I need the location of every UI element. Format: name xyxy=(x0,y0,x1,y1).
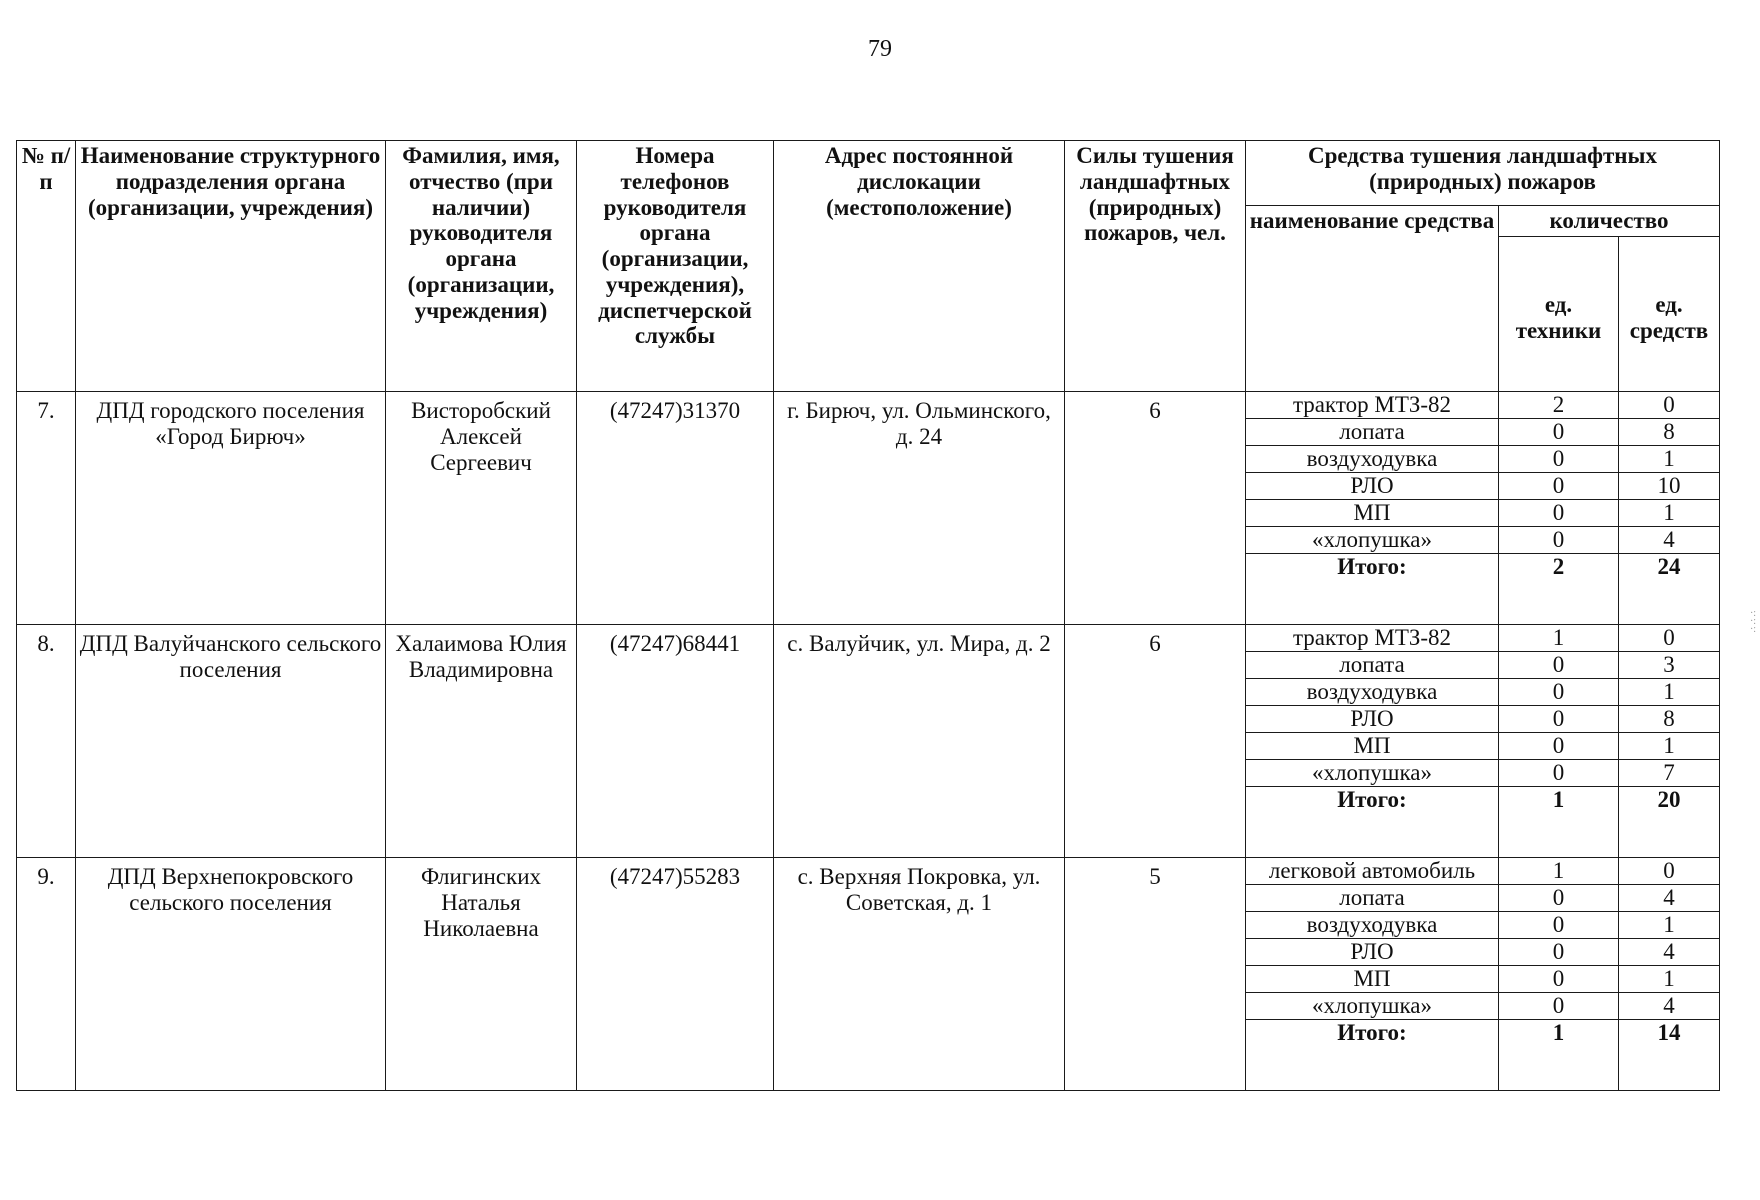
item-qty-means: 4 xyxy=(1619,993,1720,1020)
item-qty-tech: 0 xyxy=(1499,500,1619,527)
item-name: МП xyxy=(1246,966,1499,993)
table-body xyxy=(17,392,1720,1091)
item-name: РЛО xyxy=(1246,473,1499,500)
item-name: воздуходувка xyxy=(1246,679,1499,706)
item-qty-tech: 0 xyxy=(1499,993,1619,1020)
row-address: г. Бирюч, ул. Ольминского, д. 24 xyxy=(774,392,1065,625)
item-qty-tech: 0 xyxy=(1499,652,1619,679)
row-head-name: Висторобский Алексей Сергеевич xyxy=(386,392,577,625)
item-qty-means: 0 xyxy=(1619,625,1720,652)
row-num: 7. xyxy=(17,392,76,625)
header-address: Адрес постоянной дислокации (местоположение) xyxy=(774,141,1065,392)
fire-means-table xyxy=(16,140,1720,1091)
header-unit-name: Наименование структурного подразделения органа (организации, учреждения) xyxy=(76,141,386,392)
item-qty-tech: 0 xyxy=(1499,939,1619,966)
row-head-name: Халаимова Юлия Владимировна xyxy=(386,625,577,858)
total-qty-tech: 1 xyxy=(1499,1020,1619,1091)
item-qty-tech: 0 xyxy=(1499,760,1619,787)
item-qty-means: 4 xyxy=(1619,939,1720,966)
row-address: с. Верхняя Покровка, ул. Советская, д. 1 xyxy=(774,858,1065,1091)
item-name: лопата xyxy=(1246,652,1499,679)
total-qty-tech: 1 xyxy=(1499,787,1619,858)
item-qty-means: 4 xyxy=(1619,527,1720,554)
header-qty-means: ед. средств xyxy=(1619,237,1720,392)
row-unit-name: ДПД Верхнепокровского сельского поселения xyxy=(76,858,386,1091)
row-forces: 6 xyxy=(1065,392,1246,625)
item-name: легковой автомобиль xyxy=(1246,858,1499,885)
item-name: трактор МТЗ-82 xyxy=(1246,392,1499,419)
item-name: трактор МТЗ-82 xyxy=(1246,625,1499,652)
table-row xyxy=(17,625,1720,652)
item-qty-means: 1 xyxy=(1619,966,1720,993)
row-address: с. Валуйчик, ул. Мира, д. 2 xyxy=(774,625,1065,858)
header-forces: Силы тушения ландшафтных (природных) пожаров, чел. xyxy=(1065,141,1246,392)
item-qty-means: 1 xyxy=(1619,912,1720,939)
row-unit-name: ДПД Валуйчанского сельского поселения xyxy=(76,625,386,858)
row-forces: 5 xyxy=(1065,858,1246,1091)
item-qty-means: 7 xyxy=(1619,760,1720,787)
item-qty-means: 0 xyxy=(1619,858,1720,885)
item-qty-tech: 2 xyxy=(1499,392,1619,419)
item-name: лопата xyxy=(1246,885,1499,912)
scan-mark: ·: ·: ·: xyxy=(1749,608,1757,635)
header-head-name: Фамилия, имя, отчество (при наличии) руководителя органа (организации, учреждения) xyxy=(386,141,577,392)
item-name: воздуходувка xyxy=(1246,912,1499,939)
header-num: № п/п xyxy=(17,141,76,392)
item-name: «хлопушка» xyxy=(1246,993,1499,1020)
total-qty-means: 24 xyxy=(1619,554,1720,625)
row-num: 8. xyxy=(17,625,76,858)
item-qty-tech: 0 xyxy=(1499,706,1619,733)
item-qty-tech: 0 xyxy=(1499,419,1619,446)
row-forces: 6 xyxy=(1065,625,1246,858)
item-qty-tech: 0 xyxy=(1499,473,1619,500)
row-phone: (47247)31370 xyxy=(577,392,774,625)
page-number: 79 xyxy=(868,36,892,62)
item-name: МП xyxy=(1246,733,1499,760)
item-qty-means: 8 xyxy=(1619,706,1720,733)
item-qty-means: 1 xyxy=(1619,446,1720,473)
item-qty-tech: 0 xyxy=(1499,966,1619,993)
row-num: 9. xyxy=(17,858,76,1091)
item-name: МП xyxy=(1246,500,1499,527)
item-qty-tech: 0 xyxy=(1499,446,1619,473)
item-qty-means: 8 xyxy=(1619,419,1720,446)
item-qty-tech: 0 xyxy=(1499,679,1619,706)
item-qty-means: 1 xyxy=(1619,733,1720,760)
total-label: Итого: xyxy=(1246,554,1499,625)
item-qty-means: 10 xyxy=(1619,473,1720,500)
item-qty-tech: 0 xyxy=(1499,733,1619,760)
item-name: РЛО xyxy=(1246,939,1499,966)
item-qty-tech: 1 xyxy=(1499,625,1619,652)
header-qty-tech: ед. техники xyxy=(1499,237,1619,392)
header-quantity: количество xyxy=(1499,206,1720,237)
item-qty-means: 1 xyxy=(1619,500,1720,527)
item-name: «хлопушка» xyxy=(1246,527,1499,554)
header-phones: Номера телефонов руководителя органа (организации, учреждения), диспетчерской службы xyxy=(577,141,774,392)
item-name: лопата xyxy=(1246,419,1499,446)
table-row xyxy=(17,392,1720,419)
item-qty-tech: 0 xyxy=(1499,885,1619,912)
item-qty-means: 0 xyxy=(1619,392,1720,419)
total-label: Итого: xyxy=(1246,1020,1499,1091)
table-row xyxy=(17,858,1720,885)
row-unit-name: ДПД городского поселения «Город Бирюч» xyxy=(76,392,386,625)
total-qty-means: 20 xyxy=(1619,787,1720,858)
item-qty-tech: 0 xyxy=(1499,527,1619,554)
total-qty-means: 14 xyxy=(1619,1020,1720,1091)
item-qty-means: 1 xyxy=(1619,679,1720,706)
item-qty-tech: 1 xyxy=(1499,858,1619,885)
total-label: Итого: xyxy=(1246,787,1499,858)
item-name: РЛО xyxy=(1246,706,1499,733)
total-qty-tech: 2 xyxy=(1499,554,1619,625)
row-head-name: Флигинских Наталья Николаевна xyxy=(386,858,577,1091)
item-qty-means: 4 xyxy=(1619,885,1720,912)
item-qty-tech: 0 xyxy=(1499,912,1619,939)
table-header xyxy=(17,141,1720,392)
row-phone: (47247)55283 xyxy=(577,858,774,1091)
header-means: Средства тушения ландшафтных (природных) пожаров xyxy=(1246,141,1720,206)
item-name: воздуходувка xyxy=(1246,446,1499,473)
item-qty-means: 3 xyxy=(1619,652,1720,679)
item-name: «хлопушка» xyxy=(1246,760,1499,787)
row-phone: (47247)68441 xyxy=(577,625,774,858)
header-means-name: наименование средства xyxy=(1246,206,1499,392)
